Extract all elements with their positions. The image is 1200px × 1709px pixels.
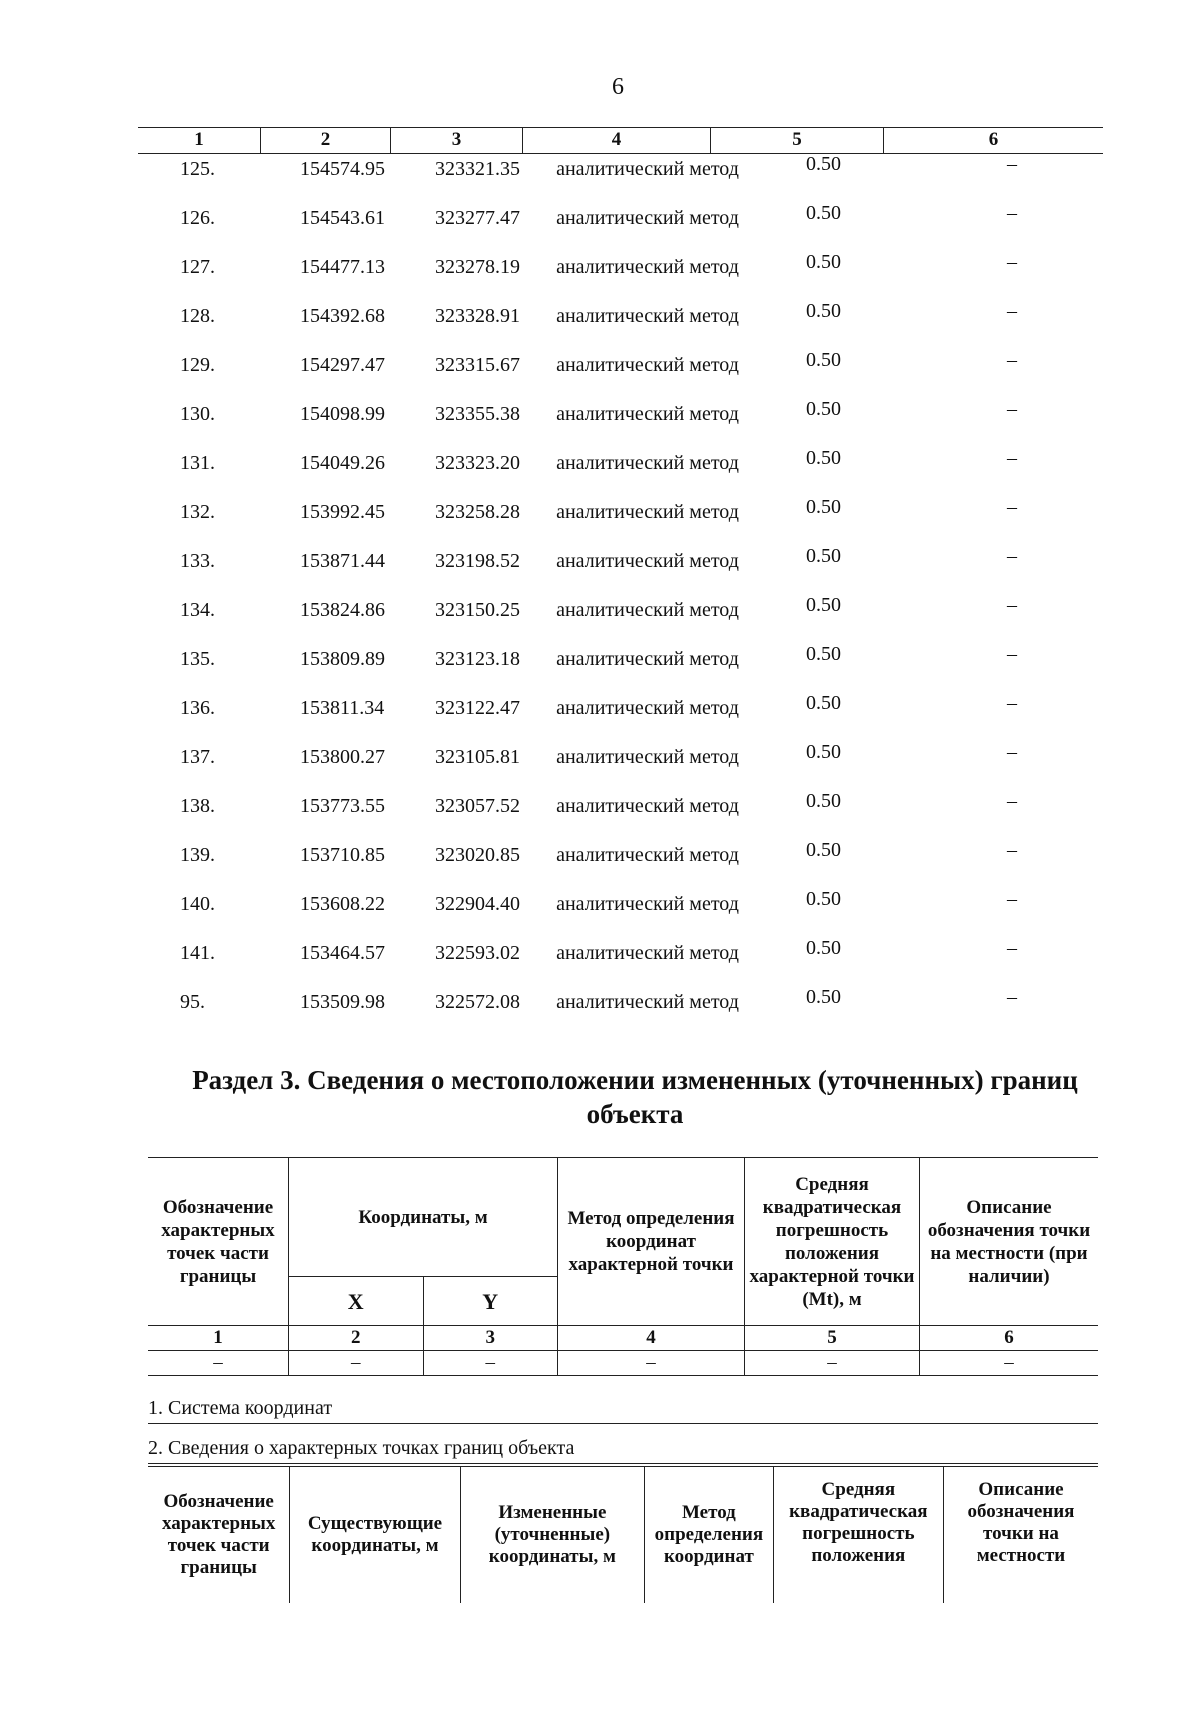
y-coordinate: 323123.18 <box>435 648 520 670</box>
method: аналитический метод <box>556 403 739 425</box>
mt-value: 0.50 <box>806 349 841 371</box>
description: – <box>1007 839 1017 861</box>
table-row <box>0 202 1200 255</box>
mt-value: 0.50 <box>806 496 841 518</box>
mt-value: 0.50 <box>806 986 841 1008</box>
header-cell: 5 <box>710 128 883 153</box>
point-number: 132. <box>180 501 215 523</box>
column-number: 2 <box>289 1326 424 1351</box>
header-cell: 2 <box>260 128 390 153</box>
method: аналитический метод <box>556 305 739 327</box>
mt-value: 0.50 <box>806 790 841 812</box>
description: – <box>1007 545 1017 567</box>
table-row <box>0 937 1200 990</box>
description: – <box>1007 986 1017 1008</box>
mt-value: 0.50 <box>806 937 841 959</box>
mt-value: 0.50 <box>806 643 841 665</box>
point-number: 134. <box>180 599 215 621</box>
method: аналитический метод <box>556 795 739 817</box>
section-title: Раздел 3. Сведения о местоположении измененных (уточненных) границ объекта <box>192 1065 1078 1129</box>
point-number: 125. <box>180 158 215 180</box>
x-coordinate: 153773.55 <box>300 795 385 817</box>
y-coordinate: 323277.47 <box>435 207 520 229</box>
table-row <box>0 741 1200 794</box>
method: аналитический метод <box>556 256 739 278</box>
y-coordinate: 323328.91 <box>435 305 520 327</box>
empty-cell: – <box>148 1351 289 1376</box>
description: – <box>1007 790 1017 812</box>
description: – <box>1007 888 1017 910</box>
header-coordinates: Координаты, м <box>289 1158 558 1277</box>
y-coordinate: 323150.25 <box>435 599 520 621</box>
header-existing-coords: Существующие координаты, м <box>290 1467 460 1604</box>
point-number: 139. <box>180 844 215 866</box>
column-number: 5 <box>745 1326 920 1351</box>
mt-value: 0.50 <box>806 545 841 567</box>
table-row <box>0 251 1200 304</box>
header-point-designation: Обозначение характерных точек части границы <box>148 1467 290 1604</box>
y-coordinate: 323020.85 <box>435 844 520 866</box>
point-number: 95. <box>180 991 205 1013</box>
mt-value: 0.50 <box>806 153 841 175</box>
empty-cell: – <box>289 1351 424 1376</box>
method: аналитический метод <box>556 354 739 376</box>
column-number: 3 <box>423 1326 558 1351</box>
point-number: 127. <box>180 256 215 278</box>
y-coordinate: 322572.08 <box>435 991 520 1013</box>
x-coordinate: 153871.44 <box>300 550 385 572</box>
table-row <box>0 790 1200 843</box>
x-coordinate: 153800.27 <box>300 746 385 768</box>
continuation-table-header <box>138 127 1103 154</box>
method: аналитический метод <box>556 697 739 719</box>
header-description: Описание обозначения точки на местности (при наличии) <box>920 1158 1099 1326</box>
method: аналитический метод <box>556 207 739 229</box>
method: аналитический метод <box>556 942 739 964</box>
coordinate-system-note: 1. Система координат <box>148 1393 1098 1424</box>
description: – <box>1007 447 1017 469</box>
table-row <box>0 643 1200 696</box>
y-coordinate: 323321.35 <box>435 158 520 180</box>
header-mt: Средняя квадратическая погрешность положения характерной точки (Mt), м <box>745 1158 920 1326</box>
table-row <box>0 153 1200 206</box>
point-number: 137. <box>180 746 215 768</box>
x-coordinate: 154574.95 <box>300 158 385 180</box>
x-coordinate: 153608.22 <box>300 893 385 915</box>
header-cell: 4 <box>522 128 710 153</box>
points-info-note: 2. Сведения о характерных точках границ объекта <box>148 1433 1098 1464</box>
x-coordinate: 154477.13 <box>300 256 385 278</box>
table-row <box>0 888 1200 941</box>
method: аналитический метод <box>556 746 739 768</box>
y-coordinate: 323323.20 <box>435 452 520 474</box>
method: аналитический метод <box>556 844 739 866</box>
point-number: 128. <box>180 305 215 327</box>
table-row <box>0 300 1200 353</box>
description: – <box>1007 251 1017 273</box>
empty-cell: – <box>423 1351 558 1376</box>
empty-cell: – <box>745 1351 920 1376</box>
point-number: 135. <box>180 648 215 670</box>
x-coordinate: 153824.86 <box>300 599 385 621</box>
points-table-header <box>148 1466 1098 1603</box>
table-row <box>0 545 1200 598</box>
empty-cell: – <box>920 1351 1099 1376</box>
header-method: Метод определения координат <box>645 1467 774 1604</box>
point-number: 140. <box>180 893 215 915</box>
header-x: X <box>289 1277 424 1326</box>
x-coordinate: 153710.85 <box>300 844 385 866</box>
y-coordinate: 323198.52 <box>435 550 520 572</box>
header-cell: 3 <box>390 128 522 153</box>
y-coordinate: 323315.67 <box>435 354 520 376</box>
x-coordinate: 154098.99 <box>300 403 385 425</box>
table-row <box>0 349 1200 402</box>
x-coordinate: 154543.61 <box>300 207 385 229</box>
description: – <box>1007 741 1017 763</box>
method: аналитический метод <box>556 991 739 1013</box>
x-coordinate: 154297.47 <box>300 354 385 376</box>
section3-table <box>148 1157 1098 1376</box>
header-changed-coords: Измененные (уточненные) координаты, м <box>460 1467 645 1604</box>
description: – <box>1007 398 1017 420</box>
method: аналитический метод <box>556 501 739 523</box>
x-coordinate: 154049.26 <box>300 452 385 474</box>
y-coordinate: 323122.47 <box>435 697 520 719</box>
header-cell: 1 <box>194 129 204 150</box>
table-row <box>0 594 1200 647</box>
mt-value: 0.50 <box>806 202 841 224</box>
x-coordinate: 153992.45 <box>300 501 385 523</box>
table-row <box>0 692 1200 745</box>
method: аналитический метод <box>556 550 739 572</box>
x-coordinate: 153811.34 <box>300 697 385 719</box>
y-coordinate: 323355.38 <box>435 403 520 425</box>
header-mt: Средняя квадратическая погрешность положения <box>773 1467 943 1604</box>
x-coordinate: 153509.98 <box>300 991 385 1013</box>
x-coordinate: 154392.68 <box>300 305 385 327</box>
y-coordinate: 322593.02 <box>435 942 520 964</box>
header-cell: 6 <box>883 128 1103 153</box>
x-coordinate: 153464.57 <box>300 942 385 964</box>
mt-value: 0.50 <box>806 692 841 714</box>
method: аналитический метод <box>556 893 739 915</box>
description: – <box>1007 937 1017 959</box>
column-number: 1 <box>148 1326 289 1351</box>
description: – <box>1007 594 1017 616</box>
header-method: Метод определения координат характерной точки <box>558 1158 745 1326</box>
mt-value: 0.50 <box>806 447 841 469</box>
y-coordinate: 323105.81 <box>435 746 520 768</box>
header-description: Описание обозначения точки на местности <box>943 1467 1098 1604</box>
point-number: 126. <box>180 207 215 229</box>
y-coordinate: 323057.52 <box>435 795 520 817</box>
point-number: 129. <box>180 354 215 376</box>
description: – <box>1007 202 1017 224</box>
mt-value: 0.50 <box>806 839 841 861</box>
empty-cell: – <box>558 1351 745 1376</box>
y-coordinate: 323258.28 <box>435 501 520 523</box>
description: – <box>1007 349 1017 371</box>
page-number: 6 <box>612 74 624 100</box>
mt-value: 0.50 <box>806 398 841 420</box>
table-row <box>0 986 1200 1039</box>
table-row <box>0 447 1200 500</box>
point-number: 133. <box>180 550 215 572</box>
point-number: 130. <box>180 403 215 425</box>
column-number: 6 <box>920 1326 1099 1351</box>
method: аналитический метод <box>556 599 739 621</box>
point-number: 141. <box>180 942 215 964</box>
point-number: 136. <box>180 697 215 719</box>
point-number: 138. <box>180 795 215 817</box>
method: аналитический метод <box>556 648 739 670</box>
mt-value: 0.50 <box>806 741 841 763</box>
y-coordinate: 323278.19 <box>435 256 520 278</box>
description: – <box>1007 153 1017 175</box>
column-number: 4 <box>558 1326 745 1351</box>
header-point-designation: Обозначение характерных точек части границы <box>148 1158 289 1326</box>
table-row <box>0 398 1200 451</box>
description: – <box>1007 692 1017 714</box>
x-coordinate: 153809.89 <box>300 648 385 670</box>
mt-value: 0.50 <box>806 888 841 910</box>
description: – <box>1007 496 1017 518</box>
continuation-table-body <box>0 153 1200 1039</box>
point-number: 131. <box>180 452 215 474</box>
mt-value: 0.50 <box>806 251 841 273</box>
mt-value: 0.50 <box>806 594 841 616</box>
description: – <box>1007 643 1017 665</box>
header-y: Y <box>423 1277 558 1326</box>
table-row <box>0 496 1200 549</box>
method: аналитический метод <box>556 452 739 474</box>
table-row <box>0 839 1200 892</box>
y-coordinate: 322904.40 <box>435 893 520 915</box>
method: аналитический метод <box>556 158 739 180</box>
description: – <box>1007 300 1017 322</box>
mt-value: 0.50 <box>806 300 841 322</box>
